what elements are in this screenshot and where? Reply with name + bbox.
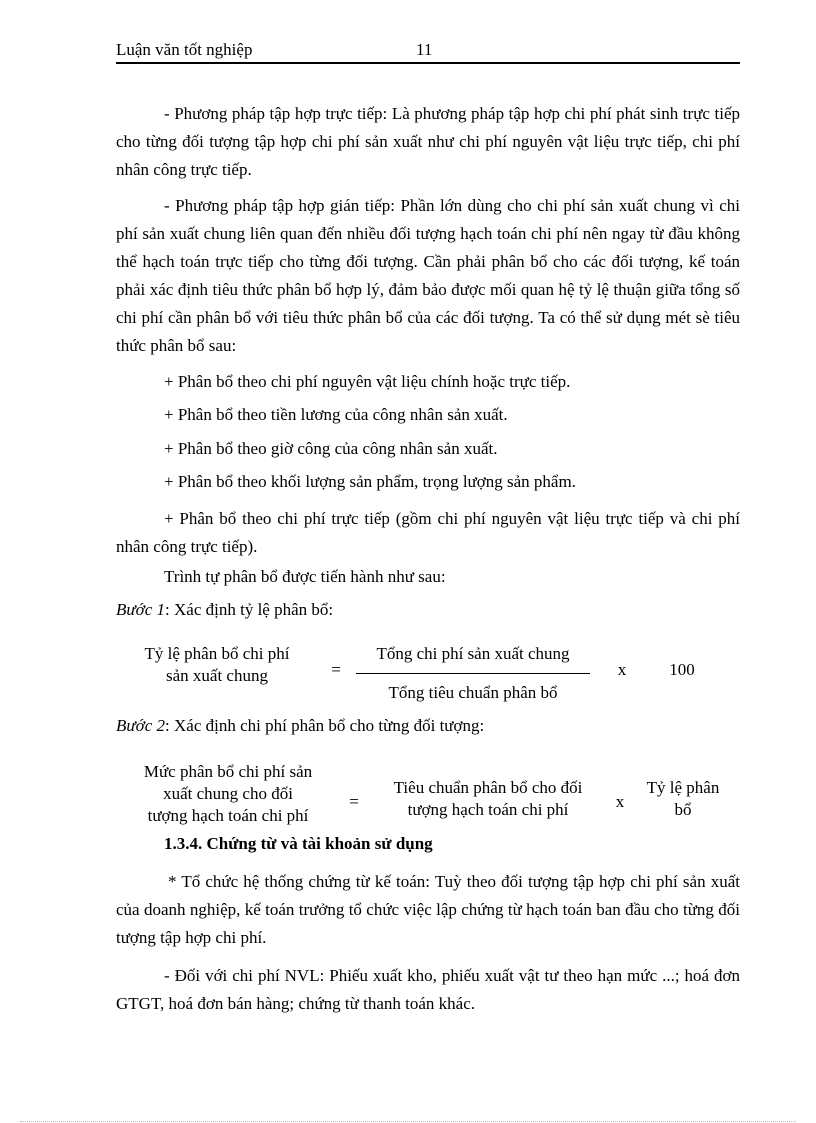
list-item-bullet-2: + Phân bổ theo tiền lương của công nhân sản xuất. xyxy=(164,405,508,424)
formula1-lhs-line2: sản xuất chung xyxy=(166,666,268,685)
list-item-bullet-4: + Phân bổ theo khối lượng sản phẩm, trọng lượng sản phẩm. xyxy=(164,472,576,491)
list-item-bullet-3: + Phân bổ theo giờ công của công nhân sản xuất. xyxy=(164,439,498,458)
formula2-lhs-line1: Mức phân bổ chi phí sản xyxy=(143,762,313,781)
list-item-bullet-5: + Phân bổ theo chi phí trực tiếp (gồm chi phí nguyên vật liệu trực tiếp và chi phí nhân công trực tiếp). xyxy=(116,509,740,556)
page-bottom-divider xyxy=(20,1121,796,1122)
header-title: Luận văn tốt nghiệp xyxy=(116,40,253,59)
step-1-text: : Xác định tỷ lệ phân bổ: xyxy=(165,600,334,619)
paragraph-material-cost: - Đối với chi phí NVL: Phiếu xuất kho, phiếu xuất vật tư theo hạn mức ...; hoá đơn GTGT, hoá đơn bán hàng; chứng từ thanh toán khác. xyxy=(116,966,740,1013)
paragraph-indirect-method: - Phương pháp tập hợp gián tiếp: Phần lớn dùng cho chi phí sản xuất chung vì chi phí sản xuất chung liên quan đến nhiều đối tượng hạch toán chi phí nên ngay từ đầu không thể hạch toán trực tiếp cho từng đối tượng. Cần phải phân bổ cho các đối tượng, kế toán phải xác định tiêu thức phân bổ hợp lý, đảm bảo được mối quan hệ tỷ lệ thuận giữa tổng số chi phí cần phân bổ với tiêu thức phân bổ của các đối tượng. Ta có thể sử dụng mét sè tiêu thức phân bổ sau: xyxy=(116,196,740,355)
section-heading: 1.3.4. Chứng từ và tài khoản sử dụng xyxy=(164,834,433,853)
formula2-mid-line1: Tiêu chuẩn phân bổ cho đối xyxy=(393,778,583,797)
formula2-lhs-line3: tượng hạch toán chi phí xyxy=(147,806,309,825)
step-1 xyxy=(116,600,333,620)
formula2-mid-line2: tượng hạch toán chi phí xyxy=(407,800,569,819)
formula2-equals: = xyxy=(349,792,359,811)
formula1-factor: 100 xyxy=(669,660,695,679)
paragraph-document-system: * Tổ chức hệ thống chứng từ kế toán: Tuỳ theo đối tượng tập hợp chi phí sản xuất của doanh nghiệp, kế toán trưởng tổ chức việc lập chứng từ hạch toán ban đầu cho từng đối tượng tập hợp chi phí. xyxy=(116,872,740,947)
formula1-fraction-bar xyxy=(356,673,590,674)
page-header xyxy=(116,38,740,64)
step-2-text: : Xác định chi phí phân bổ cho từng đối tượng: xyxy=(165,716,485,735)
formula1-denominator: Tổng tiêu chuẩn phân bổ xyxy=(388,683,558,702)
formula2-rhs-line2: bổ xyxy=(674,800,692,819)
list-item-bullet-1: + Phân bổ theo chi phí nguyên vật liệu chính hoặc trực tiếp. xyxy=(164,372,571,391)
formula2-times: x xyxy=(615,792,625,811)
step-2 xyxy=(116,716,484,736)
paragraph-direct-method: - Phương pháp tập hợp trực tiếp: Là phương pháp tập hợp chi phí phát sinh trực tiếp cho từng đối tượng tập hợp chi phí sản xuất như chi phí nguyên vật liệu trực tiếp, chi phí nhân công trực tiếp. xyxy=(116,104,740,179)
formula1-times: x xyxy=(617,660,627,679)
page-number: 11 xyxy=(416,40,433,59)
formula1-equals: = xyxy=(331,660,341,679)
formula1-lhs-line1: Tỷ lệ phân bổ chi phí xyxy=(144,644,290,663)
formula2-rhs-line1: Tỷ lệ phân xyxy=(646,778,720,797)
step-1-label: Bước 1 xyxy=(116,600,166,619)
formula1-numerator: Tổng chi phí sản xuất chung xyxy=(376,644,570,663)
step-2-label: Bước 2 xyxy=(116,716,166,735)
formula2-lhs-line2: xuất chung cho đối xyxy=(163,784,293,803)
sequence-text: Trình tự phân bổ được tiến hành như sau: xyxy=(164,567,446,586)
